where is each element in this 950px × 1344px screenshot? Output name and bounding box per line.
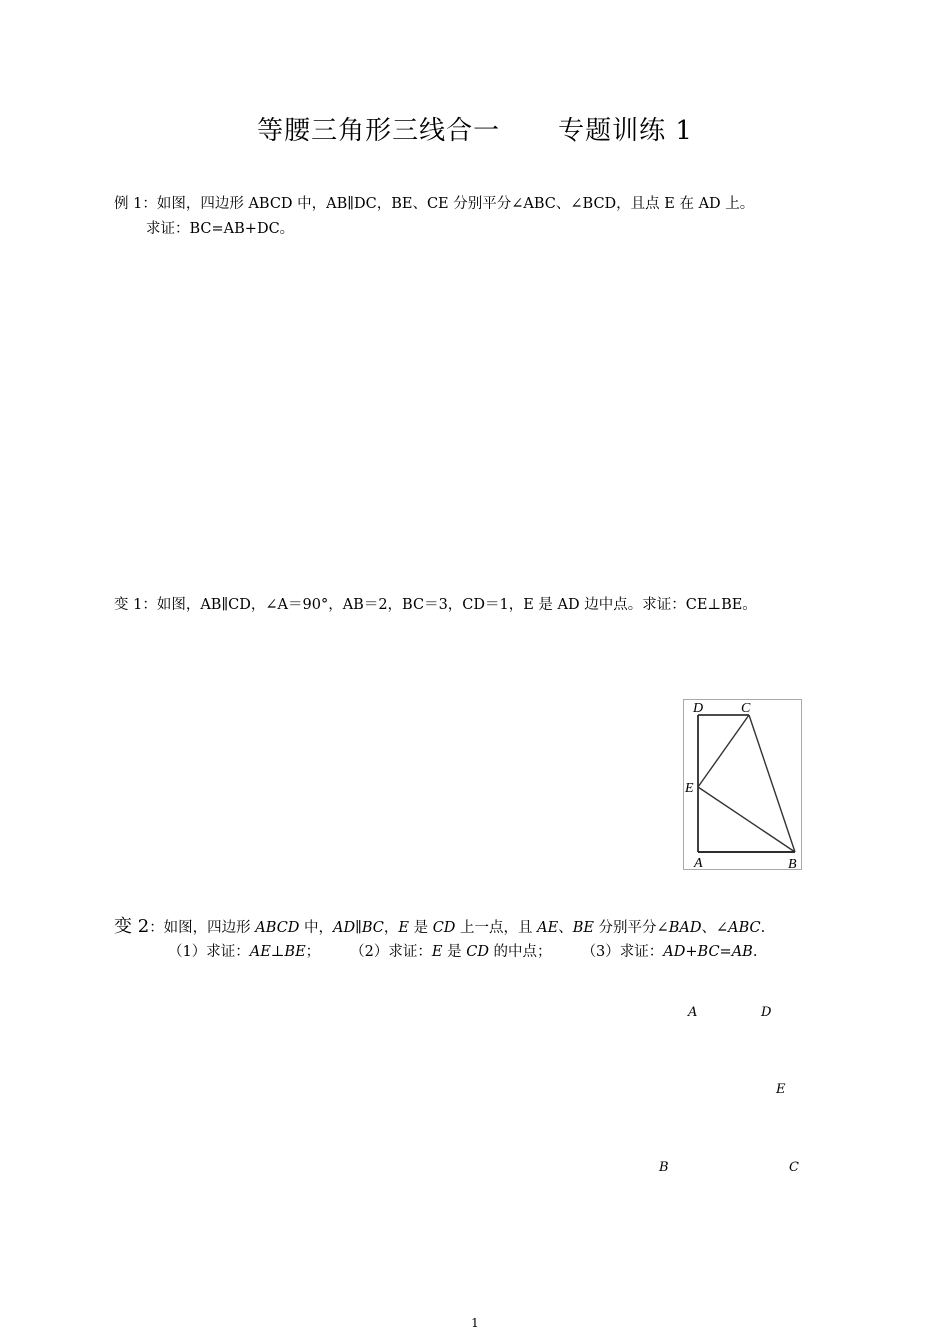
v2-ad: AD xyxy=(333,920,356,936)
variant2-parts xyxy=(168,940,757,961)
v2-p1-end: ； xyxy=(305,944,321,960)
variant1-text: 变 1：如图，AB∥CD，∠A＝90°，AB＝2，BC＝3，CD＝1，E 是 AD 边中点。求证：CE⊥BE。 xyxy=(114,597,757,613)
v2-e: E xyxy=(398,920,409,936)
fig2-label-e: E xyxy=(776,1082,786,1097)
v2-p2-e: E xyxy=(431,944,443,960)
v2-bad: BAD xyxy=(668,920,702,936)
page-number: 1 xyxy=(471,1316,479,1330)
page-title xyxy=(0,110,950,147)
variant1-figure-svg xyxy=(683,699,803,871)
v2-t2: ∥ xyxy=(355,920,362,936)
v2-p2-cd: CD xyxy=(466,944,489,960)
v2-t5: 上一点，且 xyxy=(455,920,538,936)
v2-abc: ABC xyxy=(728,920,761,936)
title-part2: 专题训练 1 xyxy=(558,116,693,146)
v2-p3-label: （3）求证： xyxy=(581,944,664,960)
fig1-label-b: B xyxy=(788,857,797,871)
v2-t3: ， xyxy=(383,920,399,936)
v2-t9: . xyxy=(760,920,766,936)
v2-t4: 是 xyxy=(408,920,433,936)
title-part1: 等腰三角形三线合一 xyxy=(257,116,501,146)
fig2-label-a: A xyxy=(688,1005,698,1020)
fig1-label-a: A xyxy=(694,856,703,871)
v2-p1-label: （1）求证： xyxy=(168,944,250,960)
v2-be: BE xyxy=(572,920,594,936)
example1-line2: 求证：BC=AB+DC。 xyxy=(146,221,295,237)
v2-p1-expr: AE⊥BE xyxy=(249,944,306,960)
v2-p3-end: . xyxy=(752,944,758,960)
segment-eb xyxy=(698,787,795,852)
example1-line1: 例 1：如图，四边形 ABCD 中，AB∥DC，BE、CE 分别平分∠ABC、∠BCD，且点 E 在 AD 上。 xyxy=(114,196,755,212)
variant1-figure xyxy=(683,699,803,871)
fig1-label-d: D xyxy=(693,701,704,716)
v2-t8: 、∠ xyxy=(701,920,729,936)
fig1-label-e: E xyxy=(685,781,694,796)
v2-p2-end: 的中点； xyxy=(488,944,552,960)
fig2-label-d: D xyxy=(761,1005,772,1020)
v2-t1: 中， xyxy=(299,920,334,936)
segment-ec xyxy=(698,715,749,787)
variant2-prefix: 变 2 xyxy=(114,916,150,937)
v2-bc: BC xyxy=(361,920,384,936)
fig2-label-b: B xyxy=(659,1160,669,1175)
variant2-question xyxy=(114,912,765,938)
v2-p2-mid: 是 xyxy=(442,944,467,960)
v2-abcd: ABCD xyxy=(255,920,300,936)
v2-p3-expr: AD+BC=AB xyxy=(663,944,753,960)
v2-ae: AE xyxy=(537,920,559,936)
v2-t0: ：如图，四边形 xyxy=(149,920,256,936)
v2-cd: CD xyxy=(432,920,456,936)
v2-t7: 分别平分∠ xyxy=(593,920,669,936)
fig1-label-c: C xyxy=(741,701,751,716)
fig2-label-c: C xyxy=(789,1160,799,1175)
v2-p2-label: （2）求证： xyxy=(350,944,432,960)
v2-t6: 、 xyxy=(558,920,573,936)
segment-cb xyxy=(749,715,795,852)
